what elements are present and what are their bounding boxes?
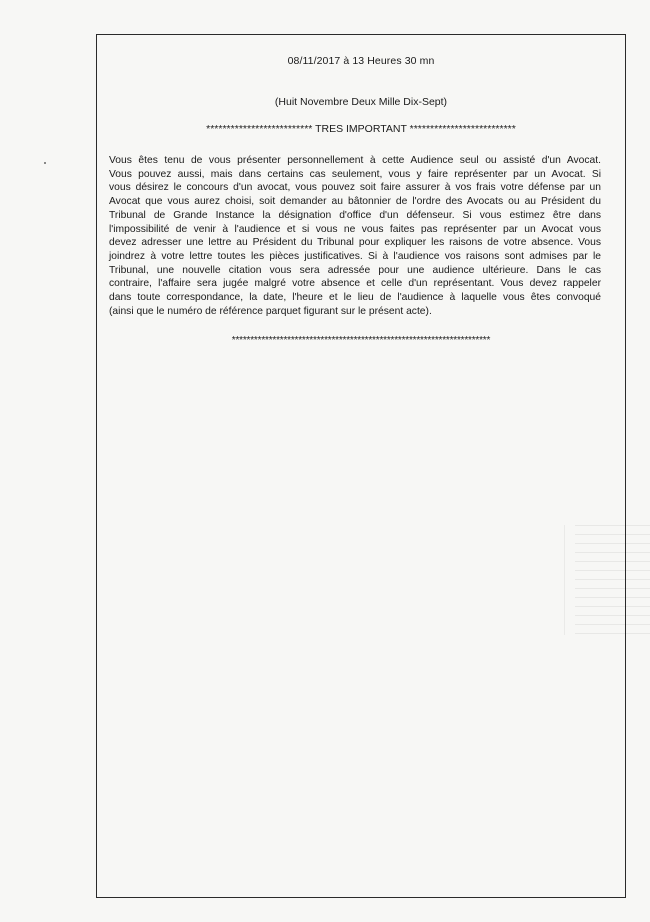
paragraph-line: vous désirez le concours d'un avocat, vous pouvez soit faire assurer à vos frais votre défense par un: [109, 182, 601, 194]
paragraph-line: contraire, l'affaire sera jugée malgré votre absence et celle d'un représentant. Vous devez rappeler: [109, 278, 601, 290]
paragraph-line: Avocat que vous aurez choisi, soit demander au bâtonnier de l'ordre des Avocats ou au Président du: [109, 196, 601, 208]
scan-speck: [44, 162, 46, 164]
paragraph-line: (ainsi que le numéro de référence parquet figurant sur le présent acte).: [109, 305, 432, 317]
hearing-date: 08/11/2017 à 13 Heures 30 mn: [287, 55, 435, 67]
closing-separator: **********************************************************************: [231, 335, 491, 346]
paragraph-line: l'impossibilité de venir à l'audience et si vous ne vous faites pas représenter par un Avocat vous: [109, 223, 601, 235]
paragraph-line: Tribunal de Grande Instance la désignation d'office d'un défenseur. Si vous estimez être dans: [109, 209, 601, 221]
paragraph-line: Vous pouvez aussi, mais dans certains cas seulement, vous y faire représenter par un Avocat. Si: [109, 168, 601, 180]
paragraph-line: Tribunal, une nouvelle citation vous sera adressée pour une audience ultérieure. Dans le cas: [109, 264, 601, 276]
show-through-mark: [564, 525, 565, 635]
hearing-date-in-words: (Huit Novembre Deux Mille Dix-Sept): [274, 96, 448, 108]
document-frame: [96, 34, 626, 898]
paragraph-line: devez adresser une lettre au Président du Tribunal pour expliquer les raisons de votre absence. Vous: [109, 237, 601, 249]
notice-paragraph: [109, 154, 601, 318]
paragraph-line: joindrez à votre lettre toutes les pièces justificatives. Si à l'audience vos raisons sont admises par le: [109, 250, 601, 262]
show-through-text: [575, 525, 650, 635]
important-heading: ************************** TRES IMPORTANT **************************: [206, 123, 516, 135]
paragraph-line: dans toute correspondance, la date, l'heure et le lieu de l'audience à laquelle vous êtes convoqué: [109, 292, 601, 304]
paragraph-line: Vous êtes tenu de vous présenter personnellement à cette Audience seul ou assisté d'un Avocat.: [109, 155, 601, 166]
